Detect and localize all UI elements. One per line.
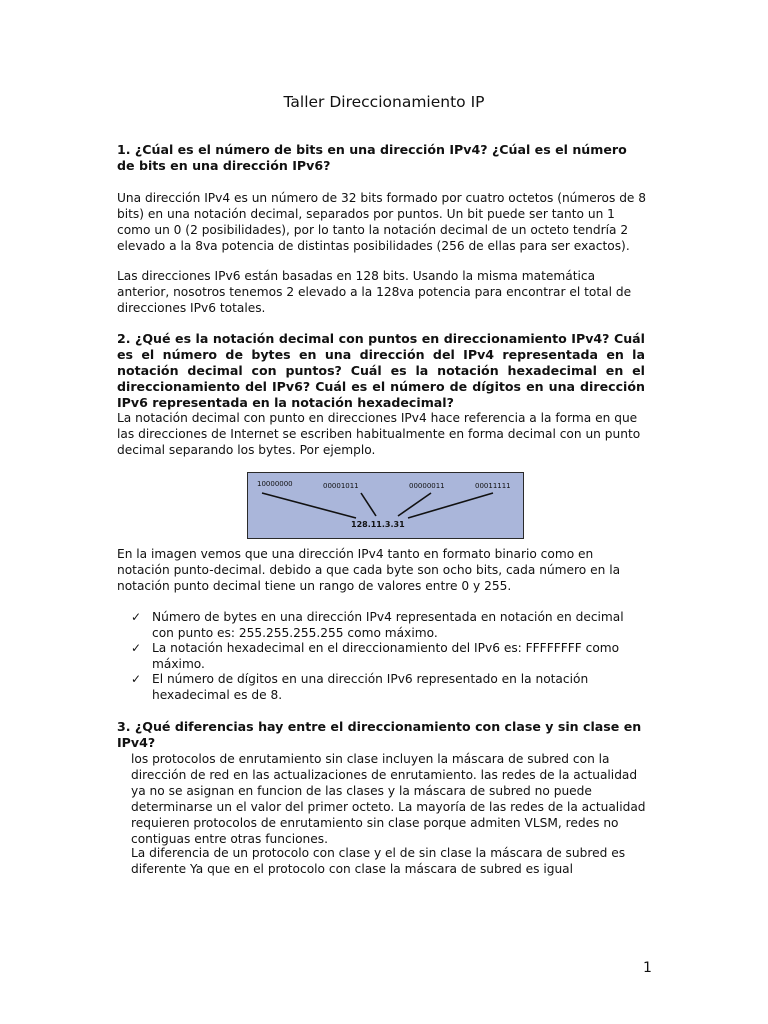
ip-address-diagram	[247, 472, 524, 539]
checkmark-icon: ✓	[131, 672, 142, 686]
question-2: 2. ¿Qué es la notación decimal con puntos en direccionamiento IPv4? Cuál es el número de bytes en una dirección del IPv4 representada en la notación decimal con puntos? Cuál es la notación hexadecimal en el direccionamiento del IPv6? Cuál es el número de dígitos en una dirección IPv6 representada en la notación hexadecimal?	[117, 331, 645, 410]
octet-1-label: 10000000	[257, 480, 293, 488]
answer-3-paragraph-1: los protocolos de enrutamiento sin clase incluyen la máscara de subred con la dirección de red en las actualizaciones de enrutamiento. las redes de la actualidad ya no se asignan en funcion de las clases y la máscara de subred no puede determinarse un el valor del primer octeto. La mayoría de las redes de la actualidad requieren protocolos de enrutamiento sin clase porque admiten VLSM, redes no contiguas entre otras funciones.	[131, 752, 646, 846]
octet-3-label: 00000011	[409, 482, 445, 490]
bullet-text: Número de bytes en una dirección IPv4 representada en notación en decimal con punto es: 255.255.255.255 como máximo.	[152, 610, 624, 640]
checkmark-icon: ✓	[131, 610, 142, 624]
list-item	[131, 610, 647, 641]
answer-2-paragraph-2: En la imagen vemos que una dirección IPv4 tanto en formato binario como en notación punto-decimal. debido a que cada byte son ocho bits, cada número en la notación punto decimal tiene un rango de valores entre 0 y 255.	[117, 547, 621, 593]
ip-address-diagram-svg	[248, 473, 523, 538]
octet-4-label: 00011111	[475, 482, 511, 490]
bullet-text: El número de dígitos en una dirección IPv6 representado en la notación hexadecimal es de 8.	[152, 672, 589, 702]
bullet-text: La notación hexadecimal en el direccionamiento del IPv6 es: FFFFFFFF como máximo.	[152, 641, 620, 671]
document-title: Taller Direccionamiento IP	[283, 93, 485, 111]
question-1: 1. ¿Cúal es el número de bits en una dirección IPv4? ¿Cúal es el número de bits en una dirección IPv6?	[117, 142, 627, 173]
answer-1-paragraph-2: Las direcciones IPv6 están basadas en 128 bits. Usando la misma matemática anterior, nosotros tenemos 2 elevado a la 128va potencia para encontrar el total de direcciones IPv6 totales.	[117, 269, 632, 315]
question-3: 3. ¿Qué diferencias hay entre el direccionamiento con clase y sin clase en IPv4?	[117, 719, 642, 750]
connector-line-2	[361, 493, 376, 516]
connector-line-4	[408, 493, 493, 518]
list-item	[131, 672, 647, 703]
answer-2-paragraph-1: La notación decimal con punto en direcciones IPv4 hace referencia a la forma en que las direcciones de Internet se escriben habitualmente en forma decimal con un punto decimal separando los bytes. Por ejemplo.	[117, 411, 641, 457]
dotted-decimal-result: 128.11.3.31	[351, 520, 405, 529]
list-item	[131, 641, 647, 672]
checkmark-icon: ✓	[131, 641, 142, 655]
answer-2-bullet-list	[131, 610, 647, 703]
answer-1-paragraph-1: Una dirección IPv4 es un número de 32 bits formado por cuatro octetos (números de 8 bits) en una notación decimal, separados por puntos. Un bit puede ser tanto un 1 como un 0 (2 posibilidades), por lo tanto la notación decimal de un octeto tendría 2 elevado a la 8va potencia de distintas posibilidades (256 de ellas para ser exactos).	[117, 191, 647, 253]
answer-3-paragraph-2: La diferencia de un protocolo con clase y el de sin clase la máscara de subred es diferente Ya que en el protocolo con clase la máscara de subred es igual	[131, 846, 626, 876]
octet-2-label: 00001011	[323, 482, 359, 490]
page-number: 1	[643, 960, 652, 976]
connector-line-1	[262, 493, 356, 518]
